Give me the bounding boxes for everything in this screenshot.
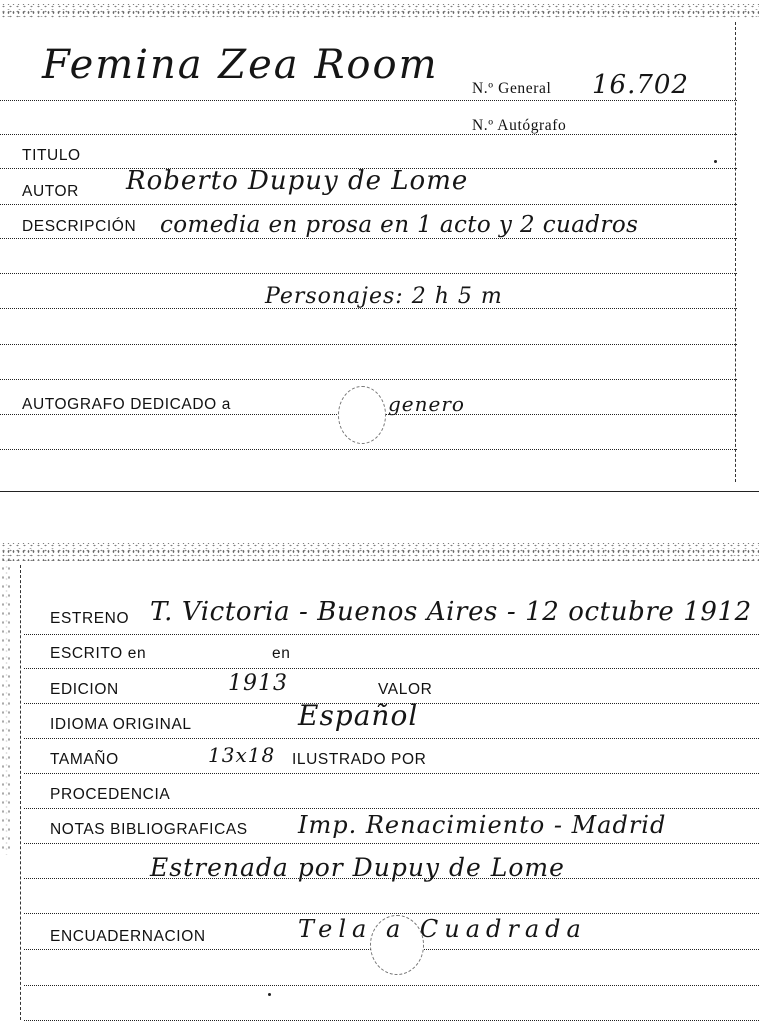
card1-right-border — [735, 22, 736, 482]
descripcion-value: comedia en prosa en 1 acto y 2 cuadros — [160, 212, 639, 238]
n-general-value: 16.702 — [592, 70, 689, 100]
estreno-label: ESTRENO — [50, 610, 130, 627]
autografo-dedicado-value: genero — [388, 392, 465, 416]
ink-dot — [268, 993, 271, 996]
n-general-label: N.º General — [472, 80, 552, 97]
card1-bottom-rule — [0, 491, 759, 492]
ink-dot — [714, 160, 717, 163]
catalog-card-2 — [0, 555, 759, 1025]
escrito-label: ESCRITO en — [50, 645, 147, 662]
rule — [0, 134, 737, 135]
estreno-value: T. Victoria - Buenos Aires - 12 octubre 1912 — [150, 597, 752, 627]
tamano-label: TAMAÑO — [50, 751, 119, 768]
notas-value-line1: Imp. Renacimiento - Madrid — [298, 811, 667, 839]
rule — [0, 449, 737, 450]
idioma-label: IDIOMA ORIGINAL — [50, 716, 192, 733]
escrito-en-label: en — [272, 645, 291, 662]
rule — [0, 379, 737, 380]
rule — [24, 843, 759, 844]
rule — [0, 100, 737, 101]
rule — [24, 668, 759, 669]
n-autografo-label: N.º Autógrafo — [472, 117, 567, 134]
rule — [0, 204, 737, 205]
valor-label: VALOR — [378, 681, 433, 698]
catalog-card-1 — [0, 0, 759, 495]
autor-value: Roberto Dupuy de Lome — [126, 166, 469, 196]
ilustrado-label: ILUSTRADO POR — [292, 751, 427, 768]
rule — [0, 273, 737, 274]
rule — [24, 738, 759, 739]
autografo-dedicado-label: AUTOGRAFO DEDICADO a — [22, 396, 231, 413]
rule — [24, 634, 759, 635]
faded-stamp — [338, 386, 386, 444]
personajes-value: Personajes: 2 h 5 m — [265, 284, 503, 309]
descripcion-label: DESCRIPCIÓN — [22, 218, 137, 235]
titulo-label: TITULO — [22, 147, 81, 164]
encuadernacion-value: Tela a Cuadrada — [298, 915, 587, 943]
rule — [24, 985, 759, 986]
edicion-value: 1913 — [228, 671, 288, 696]
procedencia-label: PROCEDENCIA — [50, 786, 171, 803]
rule — [0, 344, 737, 345]
rule — [24, 1020, 759, 1021]
notas-value-line2: Estrenada por Dupuy de Lome — [150, 853, 565, 882]
encuadernacion-label: ENCUADERNACION — [50, 928, 206, 945]
card2-left-border — [20, 565, 21, 1020]
edicion-label: EDICION — [50, 681, 119, 698]
tamano-value: 13x18 — [208, 743, 276, 767]
rule — [24, 808, 759, 809]
notas-label: NOTAS BIBLIOGRAFICAS — [50, 821, 248, 838]
rule — [0, 238, 737, 239]
rule — [24, 773, 759, 774]
idioma-value: Español — [298, 699, 419, 732]
card-title-handwritten: Femina Zea Room — [42, 42, 439, 88]
rule — [24, 913, 759, 914]
autor-label: AUTOR — [22, 183, 79, 200]
